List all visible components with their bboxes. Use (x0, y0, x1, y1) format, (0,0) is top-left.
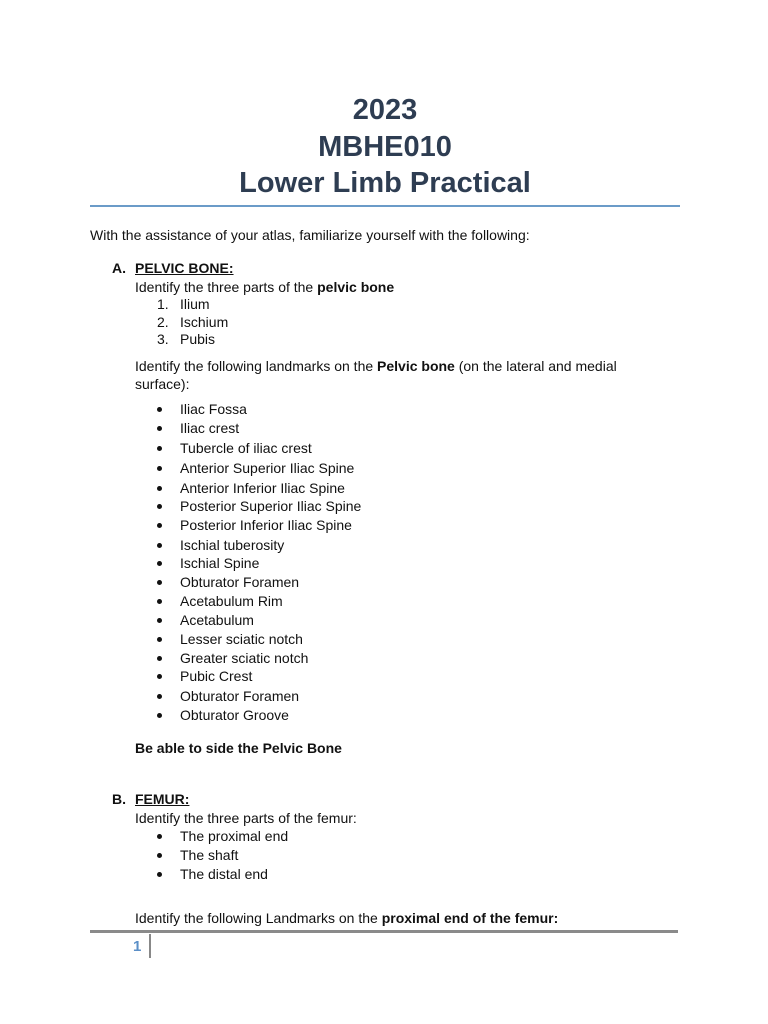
section-a-letter: A. (112, 260, 126, 276)
bullet-icon (157, 872, 162, 877)
section-a-landmarks-instruction (135, 357, 665, 393)
bullet-icon (157, 834, 162, 839)
intro-text: With the assistance of your atlas, familiarize yourself with the following: (90, 227, 530, 243)
bullet-icon (157, 446, 162, 451)
section-b-landmarks-instruction (135, 909, 558, 927)
section-a-note: Be able to side the Pelvic Bone (135, 740, 342, 756)
section-b-title: FEMUR: (135, 791, 190, 807)
bullet-icon (157, 543, 162, 548)
bullet-icon (157, 466, 162, 471)
section-a-landmarks-suffix: (on the lateral and medial surface): (135, 358, 617, 392)
bullet-icon (157, 713, 162, 718)
page-title: Lower Limb Practical (239, 167, 531, 199)
bullet-icon (157, 656, 162, 661)
list-number: 1. (157, 296, 169, 312)
bullet-icon (157, 694, 162, 699)
page-number-separator (149, 934, 151, 958)
section-a-parts-instruction (135, 278, 394, 296)
section-b-landmarks-prefix: Identify the following Landmarks on the (135, 910, 382, 926)
title-course-code: MBHE010 (318, 130, 452, 163)
bullet-icon (157, 674, 162, 679)
bullet-icon (157, 486, 162, 491)
bullet-icon (157, 637, 162, 642)
bullet-icon (157, 426, 162, 431)
bullet-icon (157, 618, 162, 623)
bullet-icon (157, 853, 162, 858)
title-block (90, 92, 680, 202)
section-a-landmarks-bold: Pelvic bone (377, 358, 455, 374)
bullet-icon (157, 561, 162, 566)
bullet-icon (157, 504, 162, 509)
list-item: Ischium (180, 314, 229, 330)
section-b-landmarks-bold: proximal end of the femur: (381, 910, 559, 926)
title-divider (90, 205, 680, 207)
list-item: Pubis (180, 331, 216, 347)
section-b-parts-instruction: Identify the three parts of the femur: (135, 810, 357, 826)
footer-divider (90, 930, 678, 933)
section-a-title: PELVIC BONE: (135, 260, 234, 276)
page-number: 1 (133, 938, 142, 955)
section-a-parts-prefix: Identify the three parts of the (135, 279, 318, 295)
bullet-icon (157, 523, 162, 528)
list-number: 2. (157, 314, 169, 330)
section-a-parts-bold: pelvic bone (317, 279, 395, 295)
list-item: Ilium (180, 296, 210, 312)
bullet-icon (157, 580, 162, 585)
bullet-icon (157, 407, 162, 412)
document-page: 2023 MBHE010 Lower Limb Practical With the assistance of your atlas, familiarize yourself with the following: A. PELVIC BONE: Identify the three parts of the pelvic bone 1. Ilium 2. Ischium 3. Pubis Identify the following landmarks on the Pelvic bone (on the lateral and medial surface): Iliac Fossa Iliac crest Tubercle of iliac crest Anterior Superior Iliac Spine Anterior Inferior Iliac Spine Posterior Superior Iliac Spine Posterior Inferior Iliac Spine Ischial tuberosity Ischial Spine Obturator Foramen Acetabulum Rim Acetabulum Lesser sciatic notch Greater sciatic notch Pubic Crest Obturator Foramen Obturator Groove Be able to side the Pelvic Bone B. FEMUR: Identify the three parts of the femur: The proximal end The shaft The distal end Identify the following Landmarks on the proximal end of the femur: 1 (0, 0, 768, 1024)
title-year: 2023 (352, 94, 418, 126)
bullet-icon (157, 599, 162, 604)
list-number: 3. (157, 331, 169, 347)
section-b-letter: B. (112, 791, 126, 807)
section-a-landmarks-prefix: Identify the following landmarks on the (135, 358, 378, 374)
